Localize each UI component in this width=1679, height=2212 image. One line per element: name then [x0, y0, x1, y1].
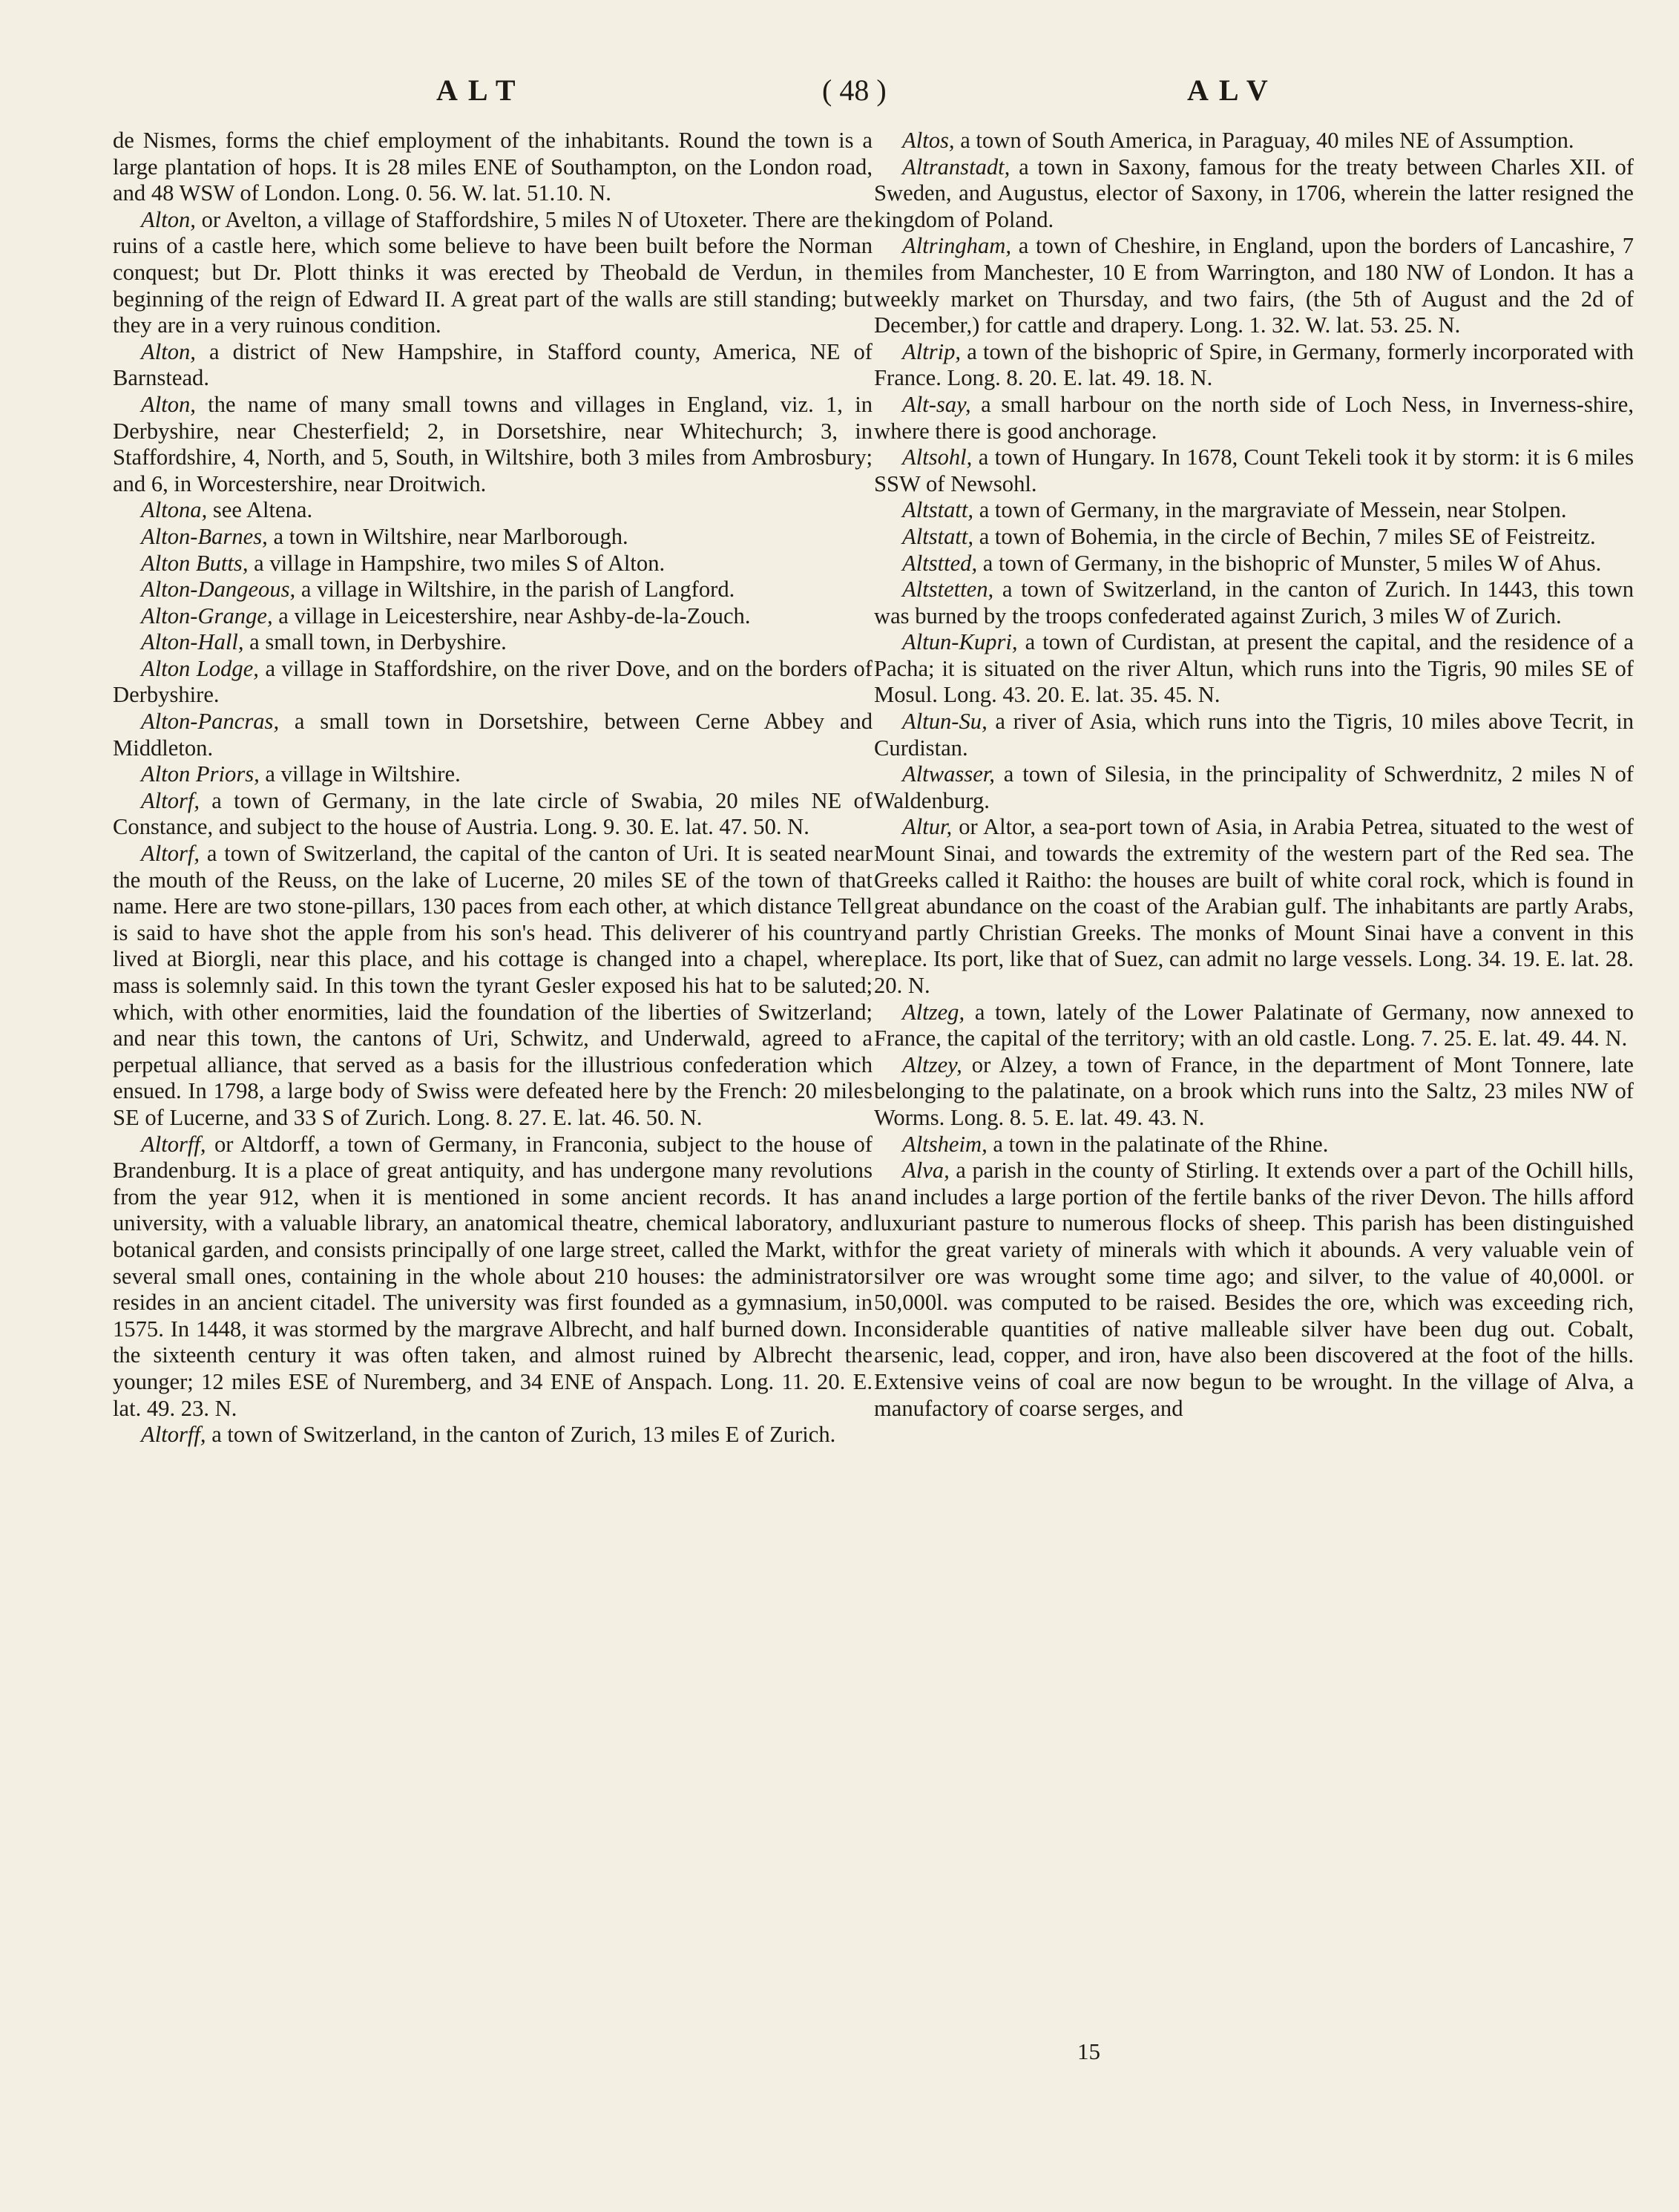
entry-headword: Alton, — [141, 206, 196, 232]
entry-text: a town of Curdistan, at present the capital, and the residence of a Pacha; it is situated on the river Altun, which runs into the Tigris, 90 miles SE of Mosul. Long. 43. 20. E. lat. 35. 45. N. — [874, 629, 1634, 708]
entry-text: a town of the bishopric of Spire, in Germany, formerly incorporated with France. Long. 8. 20. E. lat. 49. 18. N. — [874, 338, 1634, 391]
entry-text: a town of Germany, in the margraviate of Messein, near Stolpen. — [973, 497, 1567, 523]
dictionary-entry — [874, 1000, 1634, 1052]
entry-headword: Altstatt, — [902, 497, 974, 523]
entry-text: a small town, in Derbyshire. — [243, 629, 507, 655]
dictionary-entry — [113, 524, 873, 551]
entry-text: a town, lately of the Lower Palatinate of Germany, now annexed to France, the capital of the territory; with an old castle. Long. 7. 25. E. lat. 49. 44. N. — [874, 999, 1634, 1051]
entry-text: a village in Leicestershire, near Ashby-de-la-Zouch. — [272, 603, 751, 629]
entry-headword: Altsheim, — [902, 1131, 988, 1157]
dictionary-entry — [113, 788, 873, 841]
entry-text: a town of Germany, in the bishopric of Munster, 5 miles W of Ahus. — [977, 550, 1602, 576]
entry-headword: Alton, — [141, 338, 196, 364]
header-left-guideword: ALT — [436, 73, 526, 107]
entry-text: or Alzey, a town of France, in the department of Mont Tonnere, late belonging to the palatinate, on a brook which runs into the Saltz, 23 miles NW of Worms. Long. 8. 5. E. lat. 49. 43. N. — [874, 1051, 1634, 1130]
entry-headword: Alton Priors, — [141, 761, 260, 787]
dictionary-entry — [874, 1132, 1634, 1158]
entry-headword: Alton Butts, — [141, 550, 249, 576]
entry-headword: Altorf, — [141, 787, 200, 813]
entry-headword: Altun-Su, — [902, 709, 988, 735]
entry-headword: Alton Lodge, — [141, 655, 259, 681]
dictionary-entry — [874, 709, 1634, 761]
running-header — [0, 73, 1679, 117]
entry-text: a town in the palatinate of the Rhine. — [987, 1131, 1329, 1157]
dictionary-entry — [113, 709, 873, 761]
entry-headword: Altun-Kupri, — [902, 629, 1018, 655]
entry-headword: Alva, — [902, 1158, 950, 1184]
dictionary-entry — [874, 154, 1634, 234]
entry-text: a village in Wiltshire. — [259, 761, 461, 787]
entry-headword: Altranstadt, — [902, 154, 1011, 180]
dictionary-entry — [113, 656, 873, 709]
dictionary-entry — [874, 1052, 1634, 1132]
entry-headword: Altstetten, — [902, 577, 994, 603]
dictionary-entry — [113, 392, 873, 497]
entry-text: a small harbour on the north side of Loch Ness, in Inverness-shire, where there is good anchorage. — [874, 391, 1634, 444]
entry-text: a small town in Dorsetshire, between Cerne Abbey and Middleton. — [113, 709, 873, 761]
entry-text: the name of many small towns and villages in England, viz. 1, in Derbyshire, near Chesterfield; 2, in Dorsetshire, near Whitechurch; 3, in Staffordshire, 4, North, and 5, South, in Wiltshire, both 3 miles from Ambrosbury; and 6, in Worcestershire, near Droitwich. — [113, 391, 873, 496]
entry-text: de Nismes, forms the chief employment of the inhabitants. Round the town is a large plantation of hops. It is 28 miles ENE of Southampton, on the London road, and 48 WSW of London. Long. 0. 56. W. lat. 51.10. N. — [113, 128, 873, 206]
dictionary-entry — [113, 207, 873, 339]
entry-headword: Altos, — [902, 128, 955, 153]
entry-headword: Alton-Grange, — [141, 603, 273, 629]
entry-text: a village in Hampshire, two miles S of Alton. — [248, 550, 666, 576]
entry-headword: Altringham, — [902, 233, 1012, 259]
entry-headword: Altrip, — [902, 338, 962, 364]
dictionary-entry — [874, 339, 1634, 392]
dictionary-entry — [874, 524, 1634, 551]
dictionary-entry — [874, 761, 1634, 814]
entry-text: a town of South America, in Paraguay, 40 miles NE of Assumption. — [954, 128, 1574, 153]
entry-headword: Alton-Dangeous, — [141, 577, 296, 603]
entry-headword: Alt-say, — [902, 391, 971, 417]
entry-headword: Altsohl, — [902, 444, 973, 470]
dictionary-entry — [874, 577, 1634, 629]
dictionary-entry — [113, 1132, 873, 1422]
entry-text: or Avelton, a village of Staffordshire, 5 miles N of Utoxeter. There are the ruins of a castle here, which some believe to have been built before the Norman conquest; but Dr. Plott thinks it was erected by Theobald de Verdun, in the beginning of the reign of Edward II. A great part of the walls are still standing; but they are in a very ruinous condition. — [113, 206, 873, 338]
dictionary-entry — [874, 444, 1634, 497]
entry-headword: Altona, — [141, 497, 208, 523]
entry-headword: Altstted, — [902, 550, 978, 576]
entry-text: a town of Switzerland, the capital of the canton of Uri. It is seated near the mouth of the Reuss, on the lake of Lucerne, 20 miles SE of the town of that name. Here are two stone-pillars, 130 paces from each other, at which distance Tell is said to have shot the apple from his son's head. This deliverer of his country lived at Biorgli, near this place, and his cottage is changed into a chapel, where mass is solemnly said. In this town the tyrant Gesler exposed his hat to be saluted; which, with other enormities, laid the foundation of the liberties of Switzerland; and near this town, the cantons of Uri, Schwitz, and Underwald, agreed to a perpetual alliance, that served as a basis for the illustrious confederation which ensued. In 1798, a large body of Swiss were defeated here by the French: 20 miles SE of Lucerne, and 33 S of Zurich. Long. 8. 27. E. lat. 46. 50. N. — [113, 841, 873, 1130]
entry-text: a river of Asia, which runs into the Tigris, 10 miles above Tecrit, in Curdistan. — [874, 709, 1634, 761]
dictionary-entry — [874, 497, 1634, 524]
entry-text: or Altdorff, a town of Germany, in Franconia, subject to the house of Brandenburg. It is a place of great antiquity, and has undergone many revolutions from the year 912, when it is mentioned in some ancient records. It has an university, with a valuable library, an anatomical theatre, chemical laboratory, and botanical garden, and consists principally of one large street, called the Markt, with several small ones, containing in the whole about 210 houses: the administrator resides in an ancient citadel. The university was first founded as a gymnasium, in 1575. In 1448, it was stormed by the margrave Albrecht, and half burned down. In the sixteenth century it was often taken, and almost ruined by Albrecht the younger; 12 miles ESE of Nuremberg, and 34 ENE of Anspach. Long. 11. 20. E. lat. 49. 23. N. — [113, 1131, 873, 1421]
entry-headword: Altorff, — [141, 1422, 206, 1448]
entry-headword: Altwasser, — [902, 761, 995, 787]
entry-text: a district of New Hampshire, in Stafford county, America, NE of Barnstead. — [113, 338, 873, 391]
dictionary-entry — [874, 233, 1634, 338]
entry-text: a town of Cheshire, in England, upon the borders of Lancashire, 7 miles from Manchester, 10 E from Warrington, and 180 NW of London. It has a weekly market on Thursday, and two fairs, (the 5th of August and the 2d of December,) for cattle and drapery. Long. 1. 32. W. lat. 53. 25. N. — [874, 233, 1634, 338]
dictionary-entry — [113, 128, 873, 207]
dictionary-entry — [874, 629, 1634, 709]
dictionary-entry — [874, 1158, 1634, 1422]
dictionary-entry — [113, 551, 873, 577]
entry-headword: Alton-Barnes, — [141, 523, 268, 549]
dictionary-entry — [874, 128, 1634, 154]
entry-text: a parish in the county of Stirling. It extends over a part of the Ochill hills, and includes a large portion of the fertile banks of the river Devon. The hills afford luxuriant pasture to numerous flocks of sheep. This parish has been distinguished for the great variety of minerals with which it abounds. A very valuable vein of silver ore was wrought some time ago; and silver, to the value of 40,000l. or 50,000l. was computed to be raised. Besides the ore, which was exceeding rich, considerable quantities of native malleable silver have been dug out. Cobalt, arsenic, lead, copper, and iron, have also been discovered at the foot of the hills. Extensive veins of coal are now begun to be wrought. In the village of Alva, a manufactory of coarse serges, and — [874, 1158, 1634, 1421]
dictionary-entry — [874, 392, 1634, 444]
dictionary-entry — [113, 339, 873, 392]
entry-text: see Altena. — [207, 497, 313, 523]
right-column — [874, 128, 1634, 1422]
dictionary-entry — [113, 761, 873, 788]
entry-text: a town of Switzerland, in the canton of Zurich, 13 miles E of Zurich. — [206, 1422, 836, 1448]
entry-headword: Altorff, — [141, 1131, 206, 1157]
entry-text: a town in Saxony, famous for the treaty between Charles XII. of Sweden, and Augustus, elector of Saxony, in 1706, wherein the latter resigned the kingdom of Poland. — [874, 154, 1634, 232]
header-right-guideword: ALV — [1187, 73, 1278, 107]
dictionary-entry — [874, 814, 1634, 999]
entry-headword: Alton-Hall, — [141, 629, 244, 655]
dictionary-entry — [113, 603, 873, 630]
entry-text: or Altor, a sea-port town of Asia, in Arabia Petrea, situated to the west of Mount Sinai, and towards the extremity of the western part of the Red sea. The Greeks called it Raitho: the houses are built of white coral rock, which is found in great abundance on the coast of the Arabian gulf. The inhabitants are partly Arabs, and partly Christian Greeks. The monks of Mount Sinai have a convent in this place. Its port, like that of Suez, can admit no large vessels. Long. 34. 19. E. lat. 28. 20. N. — [874, 814, 1634, 998]
entry-text: a town of Silesia, in the principality of Schwerdnitz, 2 miles N of Waldenburg. — [874, 761, 1634, 813]
dictionary-entry — [113, 1422, 873, 1448]
entry-text: a village in Wiltshire, in the parish of Langford. — [295, 577, 735, 603]
entry-text: a village in Staffordshire, on the river Dove, and on the borders of Derbyshire. — [113, 655, 873, 708]
entry-text: a town of Bohemia, in the circle of Bechin, 7 miles SE of Feistreitz. — [973, 523, 1596, 549]
entry-text: a town of Hungary. In 1678, Count Tekeli took it by storm: it is 6 miles SSW of Newsohl. — [874, 444, 1634, 496]
entry-text: a town in Wiltshire, near Marlborough. — [267, 523, 628, 549]
dictionary-entry — [113, 629, 873, 656]
entry-headword: Alton-Pancras, — [141, 709, 280, 735]
page-number: ( 48 ) — [822, 73, 887, 107]
entry-headword: Altstatt, — [902, 523, 974, 549]
entry-headword: Altorf, — [141, 841, 200, 867]
dictionary-entry — [113, 841, 873, 1132]
entry-headword: Altzeg, — [902, 999, 965, 1025]
dictionary-entry — [874, 551, 1634, 577]
entry-headword: Altur, — [902, 814, 953, 840]
entry-headword: Alton, — [141, 391, 196, 417]
entry-text: a town of Germany, in the late circle of Swabia, 20 miles NE of Constance, and subject to the house of Austria. Long. 9. 30. E. lat. 47. 50. N. — [113, 787, 873, 840]
entry-headword: Altzey, — [902, 1051, 962, 1077]
signature-mark: 15 — [1077, 2038, 1100, 2064]
dictionary-entry — [113, 577, 873, 603]
dictionary-entry — [113, 497, 873, 524]
left-column — [113, 128, 873, 1448]
entry-text: a town of Switzerland, in the canton of Zurich. In 1443, this town was burned by the troops confederated against Zurich, 3 miles W of Zurich. — [874, 577, 1634, 629]
